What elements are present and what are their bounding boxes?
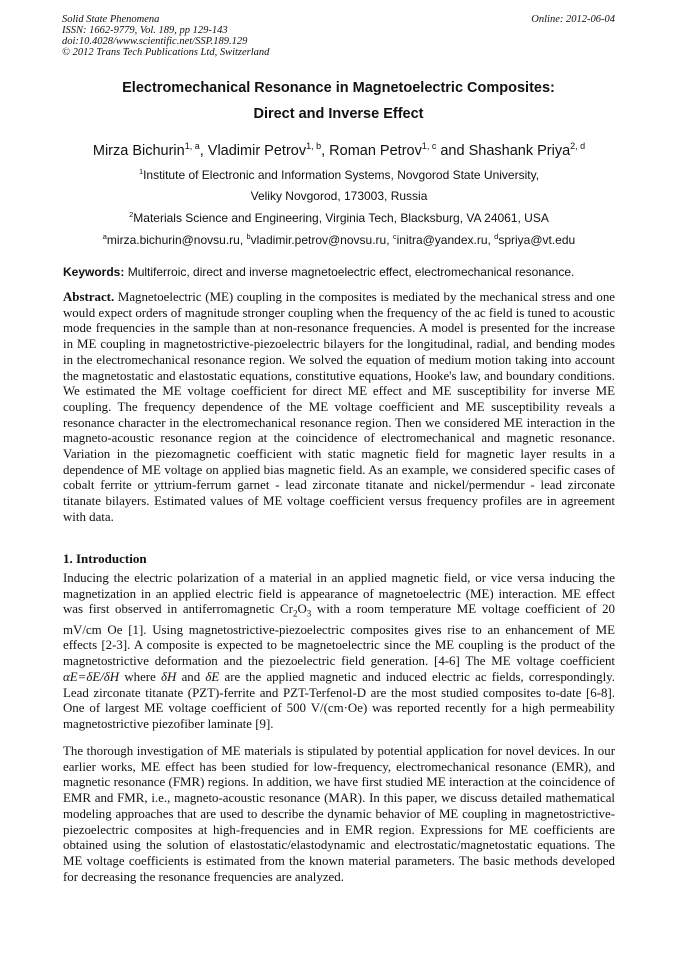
author-sep: , bbox=[199, 142, 208, 159]
section-heading-introduction: 1. Introduction bbox=[63, 551, 147, 566]
author-sup: 1, a bbox=[184, 141, 200, 151]
keywords-label: Keywords: bbox=[63, 265, 125, 279]
affiliation-1: $^1$Institute of Electronic and Information Systems, Novgorod State University, bbox=[138, 167, 540, 182]
intro-paragraph-2: The thorough investigation of ME materials is stipulated by potential application for novel devices. In our earlier works, ME effect has been studied for low-frequency, electromechanical resonance (EMR), and magnetic resonance (FMR) regions. In addition, we have first studied ME interaction at the coincidence of EMR and FMR, i.e., magneto-acoustic resonance (MAR). In this paper, we discuss detailed mathematical modeling approaches that are used to describe the dynamic behavior of ME coupling in magnetostrictive-piezoelectric composites at high-frequencies and in EMR region. Expressions for ME coefficients are obtained using the solution of elastostatic/elastodynamic and electrostatic/magnetostatic equations. The ME voltage coefficients is estimated from the known material parameters. The basic methods developed for decreasing the resonance frequencies are analyzed. bbox=[63, 744, 615, 884]
author: Roman Petrov bbox=[329, 142, 422, 159]
email-link[interactable]: mirza.bichurin@novsu.ru bbox=[106, 233, 240, 247]
affiliation-1-city: Veliky Novgorod, 173003, Russia bbox=[250, 189, 428, 203]
abstract bbox=[63, 290, 615, 526]
online-date: Online: 2012-06-04 bbox=[531, 14, 615, 25]
journal-name: Solid State Phenomena bbox=[62, 14, 160, 25]
author: Shashank Priya bbox=[468, 142, 571, 159]
paper-title-line-1: Electromechanical Resonance in Magnetoelectric Composites: bbox=[122, 80, 555, 96]
author: Mirza Bichurin bbox=[92, 142, 185, 159]
author-sep: and bbox=[436, 142, 469, 159]
author: Vladimir Petrov bbox=[207, 142, 307, 159]
issn-line: ISSN: 1662-9779, Vol. 189, pp 129-143 bbox=[62, 25, 228, 36]
author-sup: 1, c bbox=[421, 141, 437, 151]
abstract-label: Abstract. bbox=[63, 290, 115, 304]
paper-title-line-2: Direct and Inverse Effect bbox=[253, 106, 424, 122]
keywords-text: Multiferroic, direct and inverse magnetoelectric effect, electromechanical resonance. bbox=[124, 265, 575, 279]
abstract-text: Magnetoelectric (ME) coupling in the composites is mediated by the mechanical stress and one would expect orders of magnitude stronger coupling when the frequency of the ac field is tuned to acoustic mode frequencies in the sample than at non-resonance frequencies. A model is presented for the increase in ME coupling in magnetostrictive-piezoelectric bilayers for the longitudinal, radial, and bending modes in the electromechanical resonance region. We solved the equation of medium motion taking into account the magnetostatic and elastostatic equations, constitutive equations, Hooke's law, and boundary conditions. We estimated the ME voltage coefficient for direct ME effect and ME susceptibility for inverse ME coupling. The frequency dependence of the ME voltage coefficient and ME susceptibility reveals a resonance character in the electromechanical resonance region. Then we considered ME interaction in the magneto-acoustic resonance region at the coincidence of electromechanical and magnetic resonance. Variation in the piezomagnetic coefficient with static magnetic field for magnetic layer results in a dependence of ME voltage on applied bias magnetic field. As an example, we considered specific cases of cobalt ferrite or yttrium-ferrum garnet - lead zirconate titanate and nickel/permendur - lead zirconate titanate bilayers. Estimated values of ME voltage coefficient versus frequency profiles are in agreement with data. bbox=[63, 290, 615, 524]
affiliation-2: $^2$Materials Science and Engineering, Virginia Tech, Blacksburg, VA 24061, USA bbox=[129, 210, 549, 225]
author-sup: 1, b bbox=[306, 141, 322, 151]
author-sup: 2, d bbox=[570, 141, 586, 151]
me-coefficient-formula: αE=δE/δH bbox=[63, 669, 120, 684]
doi-line[interactable]: doi:10.4028/www.scientific.net/SSP.189.129 bbox=[62, 36, 248, 47]
email-link[interactable]: initra@yandex.ru bbox=[396, 233, 488, 247]
author-list bbox=[40, 141, 638, 159]
email-link[interactable]: spriya@vt.edu bbox=[498, 233, 576, 247]
author-sep: , bbox=[321, 142, 330, 159]
journal-header bbox=[62, 14, 269, 58]
copyright-line: © 2012 Trans Tech Publications Ltd, Switzerland bbox=[62, 47, 270, 58]
email-link[interactable]: vladimir.petrov@novsu.ru bbox=[250, 233, 387, 247]
keywords bbox=[63, 265, 615, 279]
intro-paragraph-1: Inducing the electric polarization of a material in an applied magnetic field, or vice versa inducing the magnetization in an applied electric field is appearance of magnetoelectric (ME) interaction. ME effect was first observed in antiferromagnetic $Cr_2O_3$ with a room temperature ME voltage coefficient of 20 mV/cm Oe [1]. Using magnetostrictive-piezoelectric composites gives rise to an enhancement of ME effects [2-3]. A composite is expected to be magnetoelectric since the ME coupling is the product of the magnetostrictive deformation and the piezoelectric field generation. [4-6] The ME voltage coefficient αE=δE/δH where δH and δE are the applied magnetic and induced electric ac fields, correspondingly. Lead zirconate titanate (PZT)-ferrite and PZT-Terfenol-D are the most studied composites to-date [6-8]. One of largest ME voltage coefficient of 500 V/(cm·Oe) was reported recently for a high permeability magnetostrictive piezofiber laminate [9]. bbox=[63, 571, 616, 731]
email-list: $^a$mirza.bichurin@novsu.ru, $^b$vladimir.petrov@novsu.ru, $^c$initra@yandex.ru, $^d$spriya@vt.edu bbox=[102, 232, 576, 247]
